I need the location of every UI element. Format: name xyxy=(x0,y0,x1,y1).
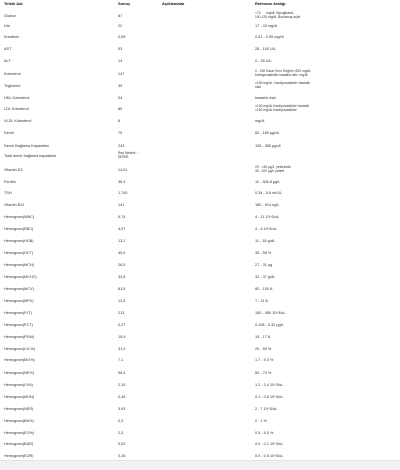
result-cell: 53 xyxy=(118,47,123,51)
test-name-cell: Vitamin D3 xyxy=(4,168,23,172)
test-name-cell: Üre xyxy=(4,24,11,28)
table-row xyxy=(0,275,400,283)
table-row xyxy=(0,165,400,176)
table-row xyxy=(0,191,400,199)
table-row xyxy=(0,251,400,259)
result-cell: 4,97 xyxy=(118,227,126,231)
table-row xyxy=(0,203,400,211)
result-cell: 14,51 xyxy=(118,168,128,172)
test-name-cell: Demir xyxy=(4,131,15,135)
reference-range-cell: 2 - 7 10^3/uL xyxy=(255,407,278,411)
result-cell: 1,740 xyxy=(118,191,128,195)
result-cell: 0,48 xyxy=(118,395,126,399)
reference-range-cell: 4 - 11 10^3/uL xyxy=(255,215,279,219)
test-name-cell: Hemogram(EOR) xyxy=(4,454,34,458)
reference-range-cell: 20 - 50 % xyxy=(255,347,272,351)
result-cell: 40,5 xyxy=(118,251,126,255)
result-cell: 0,59 xyxy=(118,35,126,39)
result-cell: 0,3 xyxy=(118,419,124,423)
table-row xyxy=(0,442,400,450)
reference-range-cell: 80 - 100 fL xyxy=(255,287,274,291)
reference-range-cell: <70 mg/dL Hipoglisemi, 100-125 mg/dL Bozulmuş açlık xyxy=(255,11,301,19)
table-row xyxy=(0,35,400,43)
result-cell: 213 xyxy=(118,311,125,315)
result-cell: 39 xyxy=(118,84,123,88)
reference-range-cell: 0 - 200 Karar Sınır Değeri;>200 mg/dL Kardiyovasküler hastalık riski mg/dl xyxy=(255,69,312,77)
header-result: Sonuç xyxy=(118,1,131,6)
reference-range-cell: 1.7 - 9.3 % xyxy=(255,358,274,362)
result-cell: 22 xyxy=(118,24,123,28)
table-row xyxy=(0,96,400,104)
header-test-name: Tetkik Adı xyxy=(4,1,23,6)
table-row xyxy=(0,311,400,319)
table-row xyxy=(0,299,400,307)
test-name-cell: Hemogram(MPV) xyxy=(4,299,34,303)
test-name-cell: Hemogram(BAR) xyxy=(4,442,34,446)
test-name-cell: Hemogram(RBC) xyxy=(4,227,34,231)
table-row xyxy=(0,151,400,162)
result-cell: 15,9 xyxy=(118,335,126,339)
reference-range-cell: 17 - 43 mg/dl xyxy=(255,24,278,28)
table-row xyxy=(0,81,400,92)
table-row xyxy=(0,335,400,343)
test-name-cell: ALT xyxy=(4,59,11,63)
test-name-cell: Hemogram(PLT) xyxy=(4,311,32,315)
reference-range-cell: 150 - 450 10^3/uL xyxy=(255,311,286,315)
table-row xyxy=(0,431,400,439)
test-name-cell: Vitamin B12 xyxy=(4,203,25,207)
reference-range-cell: 32 - 37 g/dL xyxy=(255,275,276,279)
test-name-cell: Hemogram(BA%) xyxy=(4,419,34,423)
result-cell: 26,5 xyxy=(118,263,126,267)
table-row xyxy=(0,323,400,331)
test-name-cell: Ferritin xyxy=(4,180,16,184)
reference-range-cell: 1.2 - 3.4 10^3/uL xyxy=(255,383,284,387)
test-name-cell: Total demir bağlama kapasitesi xyxy=(4,154,57,158)
result-cell: 243 xyxy=(118,144,125,148)
test-name-cell: AST xyxy=(4,47,12,51)
table-row xyxy=(0,119,400,127)
test-name-cell: Hemogram(WBC) xyxy=(4,215,35,219)
reference-range-cell: 0.0 - 0.1 10^3/uL xyxy=(255,442,284,446)
result-cell: Red Nedeni : - DİĞER xyxy=(118,151,140,159)
result-cell: 7,1 xyxy=(118,358,124,362)
reference-range-cell: 0.5 - 5.0 % xyxy=(255,431,274,435)
result-cell: 6,74 xyxy=(118,215,126,219)
test-name-cell: Kreatinin xyxy=(4,35,19,39)
result-cell: 0,16 xyxy=(118,454,126,458)
test-name-cell: Hemogram(PDW) xyxy=(4,335,35,339)
test-name-cell: Hemogram(EO%) xyxy=(4,431,35,435)
reference-range-cell: 0.51 - 0.95 mg/dl xyxy=(255,35,284,39)
test-name-cell: TSH xyxy=(4,191,12,195)
reference-range-cell: mg/dl xyxy=(255,119,265,123)
test-name-cell: Hemogram(PCT) xyxy=(4,323,33,327)
table-row xyxy=(0,395,400,403)
table-row xyxy=(0,69,400,80)
test-name-cell: HDL Kolesterol xyxy=(4,96,30,100)
reference-range-cell: 0.1 - 0.6 10^3/uL xyxy=(255,395,284,399)
table-row xyxy=(0,419,400,427)
table-row xyxy=(0,180,400,188)
table-row xyxy=(0,144,400,152)
table-row xyxy=(0,104,400,115)
table-row xyxy=(0,131,400,139)
table-row xyxy=(0,227,400,235)
test-name-cell: LDL Kolesterol xyxy=(4,107,29,111)
reference-range-cell: 27 - 31 pg xyxy=(255,263,273,267)
table-row xyxy=(0,407,400,415)
reference-range-cell: 50 - 70 % xyxy=(255,371,272,375)
test-name-cell: Hemogram(MCV) xyxy=(4,287,34,291)
test-name-cell: Hemogram(MCH) xyxy=(4,263,34,267)
table-row xyxy=(0,24,400,32)
test-name-cell: Hemogram(LYM) xyxy=(4,383,33,387)
result-cell: 147 xyxy=(118,72,125,76)
reference-range-cell: 0.108 - 0.32 µg/L xyxy=(255,323,284,327)
table-row xyxy=(0,59,400,67)
result-cell: 75 xyxy=(118,131,123,135)
reference-range-cell: 11 - 18 g/dL xyxy=(255,239,275,243)
table-row xyxy=(0,383,400,391)
table-row xyxy=(0,11,400,22)
reference-range-cell: <150 mg/dL, Kardiyovasküler hastalık riski xyxy=(255,81,311,89)
result-cell: 81,5 xyxy=(118,287,126,291)
test-name-cell: Hemogram(HGB) xyxy=(4,239,34,243)
result-cell: 36,3 xyxy=(118,180,126,184)
result-cell: 141 xyxy=(118,203,125,207)
test-name-cell: Hemogram(MON) xyxy=(4,395,35,399)
reference-range-cell: 15 - 17 fL xyxy=(255,335,272,339)
test-name-cell: Hemogram(MCHC) xyxy=(4,275,37,279)
reference-range-cell: 28 - 100 U/L xyxy=(255,47,276,51)
table-row xyxy=(0,358,400,366)
reference-range-cell: hastalık riski xyxy=(255,96,276,100)
table-row xyxy=(0,371,400,379)
result-cell: 58,4 xyxy=(118,371,126,375)
reference-range-cell: 0.0 - 0.5 10^3/uL xyxy=(255,454,284,458)
test-name-cell: VLDL Kolesterol xyxy=(4,119,32,123)
test-name-cell: Hemogram(LYL%) xyxy=(4,347,36,351)
result-cell: 12,5 xyxy=(118,299,126,303)
result-cell: 32,6 xyxy=(118,275,126,279)
result-cell: 54 xyxy=(118,96,123,100)
result-cell: 2,3 xyxy=(118,431,124,435)
reference-range-cell: 0 - 1 % xyxy=(255,419,268,423)
table-row xyxy=(0,239,400,247)
header-description: Açıklamalar xyxy=(162,1,185,6)
table-row xyxy=(0,47,400,55)
test-name-cell: Demir Bağlama Kapasitesi xyxy=(4,144,49,148)
table-row xyxy=(0,287,400,295)
result-cell: 3,93 xyxy=(118,407,126,411)
result-cell: 31,9 xyxy=(118,347,126,351)
table-row xyxy=(0,347,400,355)
test-name-cell: Kolesterol xyxy=(4,72,21,76)
reference-range-cell: 0.34 - 5.6 mIU/L xyxy=(255,191,283,195)
result-cell: 0,27 xyxy=(118,323,126,327)
reference-range-cell: 0 - 35 U/L xyxy=(255,59,272,63)
reference-range-cell: >130 mg/dL Kardiyovasküler hastalık >160 mg/dL Kardiyovasküler xyxy=(255,104,310,112)
header-reference-range: Referans Aralığı xyxy=(255,1,286,6)
reference-range-cell: 4 - 6 10^6/uL xyxy=(255,227,278,231)
result-cell: 2,15 xyxy=(118,383,126,387)
test-name-cell: Glukoz xyxy=(4,14,16,18)
reference-range-cell: 20 - <30 µg/L yetersizlik 30 - 100 µg/L yeterli xyxy=(255,165,291,173)
test-name-cell: Hemogram(HCT) xyxy=(4,251,34,255)
reference-range-cell: 35 - 55 % xyxy=(255,251,272,255)
test-name-cell: Hemogram(NER) xyxy=(4,407,34,411)
test-name-cell: Trigliserid xyxy=(4,84,21,88)
reference-range-cell: 180 - 914 ng/L xyxy=(255,203,280,207)
reference-range-cell: 60 - 180 µg/dL xyxy=(255,131,280,135)
result-cell: 8 xyxy=(118,119,121,123)
result-cell: 0,02 xyxy=(118,442,126,446)
result-cell: 85 xyxy=(118,107,123,111)
result-cell: 87 xyxy=(118,14,123,18)
test-name-cell: Hemogram(MO%) xyxy=(4,358,35,362)
reference-range-cell: 7 - 11 fL xyxy=(255,299,269,303)
table-row xyxy=(0,263,400,271)
reference-range-cell: 155 - 355 µg/dl xyxy=(255,144,281,148)
reference-range-cell: 11 - 306.8 µg/L xyxy=(255,180,281,184)
test-name-cell: Hemogram(NE%) xyxy=(4,371,34,375)
table-row xyxy=(0,215,400,223)
result-cell: 14 xyxy=(118,59,123,63)
result-cell: 13,2 xyxy=(118,239,126,243)
